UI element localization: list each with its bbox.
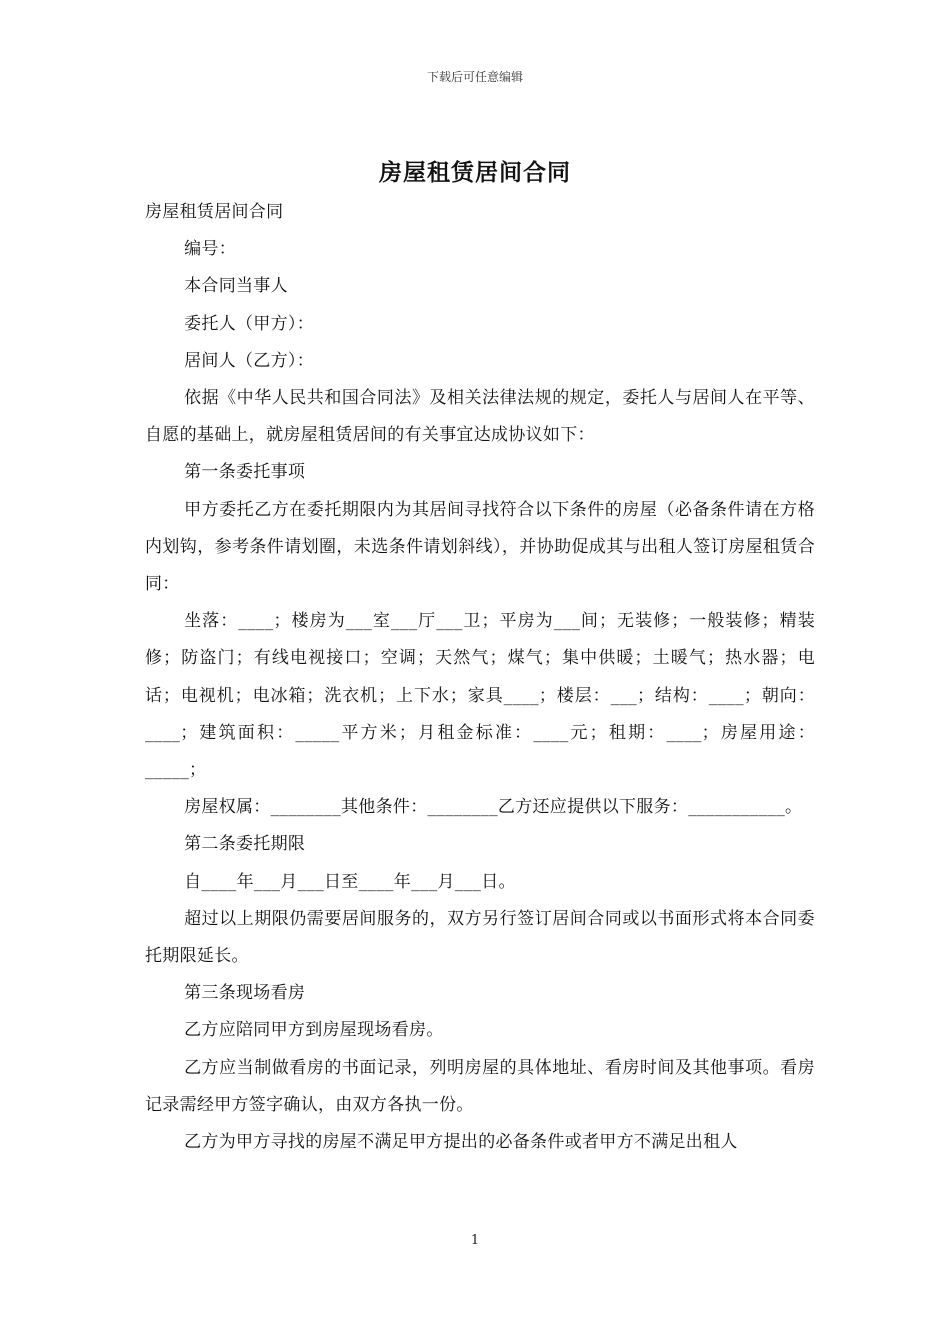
- paragraph-viewing-unsatisfied: 乙方为甲方寻找的房屋不满足甲方提出的必备条件或者甲方不满足出租人: [184, 1132, 738, 1153]
- paragraph-viewing-record: 乙方应当制做看房的书面记录，列明房屋的具体地址、看房时间及其他事项。看房记录需经甲方签字确认，由双方各执一份。: [145, 1057, 815, 1115]
- document-body: [145, 194, 815, 1161]
- paragraph-preamble: 依据《中华人民共和国合同法》及相关法律法规的规定，委托人与居间人在平等、自愿的基础上，就房屋租赁居间的有关事宜达成协议如下：: [145, 388, 815, 446]
- page-number: 1: [470, 1233, 480, 1248]
- paragraph-period-dates: 自____年___月___日至____年___月___日。: [184, 871, 516, 892]
- paragraph-period-extension: 超过以上期限仍需要居间服务的，双方另行签订居间合同或以书面形式将本合同委托期限延长。: [145, 908, 815, 967]
- section-heading-2: 第二条委托期限: [184, 834, 306, 855]
- paragraph-party-a: 委托人（甲方）：: [184, 313, 314, 334]
- paragraph-subtitle: 房屋租赁居间合同: [145, 202, 284, 222]
- section-heading-3: 第三条现场看房: [184, 983, 306, 1004]
- paragraph-contract-number: 编号：: [184, 239, 236, 260]
- paragraph-property-conditions: 坐落：____；楼房为___室___厅___卫；平房为___间；无装修；一般装修；精装修；防盗门；有线电视接口；空调；天然气；煤气；集中供暖；土暖气；热水器；电话；电视机；电冰箱；洗衣机；上下水；家具____；楼层：___；结构：____；朝向：____；建筑面积：_____平方米；月租金标准：____元；租期：____；房屋用途：_____；: [145, 611, 815, 781]
- document-title: 房屋租赁居间合同: [379, 160, 571, 186]
- paragraph-party-b: 居间人（乙方）：: [184, 350, 314, 371]
- paragraph-viewing-accompany: 乙方应陪同甲方到房屋现场看房。: [184, 1020, 444, 1041]
- paragraph-commission: 甲方委托乙方在委托期限内为其居间寻找符合以下条件的房屋（必备条件请在方格内划钩，参考条件请划圈，未选条件请划斜线），并协助促成其与出租人签订房屋租赁合同：: [145, 499, 815, 595]
- header-note: 下载后可任意编辑: [426, 70, 523, 84]
- section-heading-1: 第一条委托事项: [184, 462, 306, 483]
- paragraph-ownership-services: 房屋权属：________其他条件：________乙方还应提供以下服务：___________。: [184, 797, 803, 818]
- paragraph-parties-heading: 本合同当事人: [184, 276, 288, 297]
